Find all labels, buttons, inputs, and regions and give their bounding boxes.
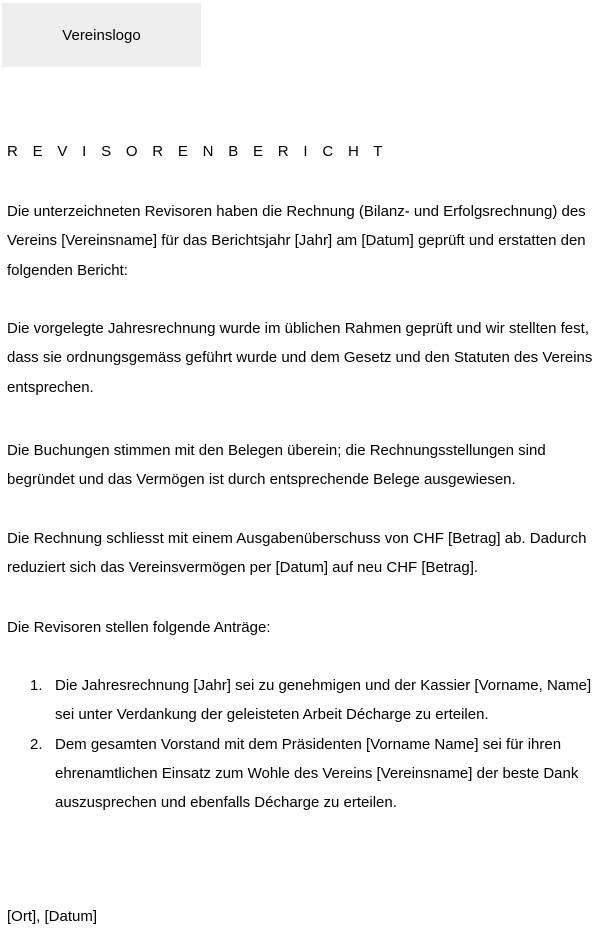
list-item (0, 730, 610, 818)
logo-label: Vereinslogo (62, 26, 141, 44)
paragraph-intro: Die unterzeichneten Revisoren haben die Rechnung (Bilanz- und Erfolgsrechnung) des Vereins [Vereinsname] für das Berichtsjahr [Jahr] am [Datum] geprüft und erstatten den folgenden Bericht: (7, 203, 586, 279)
place-date: [Ort], [Datum] (7, 908, 98, 925)
document-title: R E V I S O R E N B E R I C H T (7, 143, 388, 160)
list-item-number: 2. (30, 735, 43, 753)
paragraph-bookings: Die Buchungen stimmen mit den Belegen überein; die Rechnungsstellungen sind begründet und das Vermögen ist durch entsprechende Belege ausgewiesen. (7, 442, 546, 489)
paragraph-result: Die Rechnung schliesst mit einem Ausgabenüberschuss von CHF [Betrag] ab. Dadurch reduziert sich das Vereinsvermögen per [Datum] auf neu CHF [Betrag]. (7, 530, 587, 577)
list-item-text: Dem gesamten Vorstand mit dem Präsidenten [Vorname Name] sei für ihren ehrenamtlichen Einsatz zum Wohle des Vereins [Vereinsname] der beste Dank auszusprechen und ebenfalls Décharge zu erteilen. (55, 735, 579, 812)
list-item (0, 671, 610, 730)
paragraph-motions-intro: Die Revisoren stellen folgende Anträge: (7, 619, 271, 636)
list-item-text: Die Jahresrechnung [Jahr] sei zu genehmigen und der Kassier [Vorname, Name] sei unter Verdankung der geleisteten Arbeit Décharge zu erteilen. (55, 677, 592, 724)
logo-placeholder (2, 3, 201, 67)
motions-list (0, 671, 611, 817)
list-item-number: 1. (30, 677, 43, 694)
paragraph-audit-scope: Die vorgelegte Jahresrechnung wurde im üblichen Rahmen geprüft und wir stellten fest, dass sie ordnungsgemäss geführt wurde und dem Gesetz und den Statuten des Vereins entsprechen. (7, 320, 593, 396)
